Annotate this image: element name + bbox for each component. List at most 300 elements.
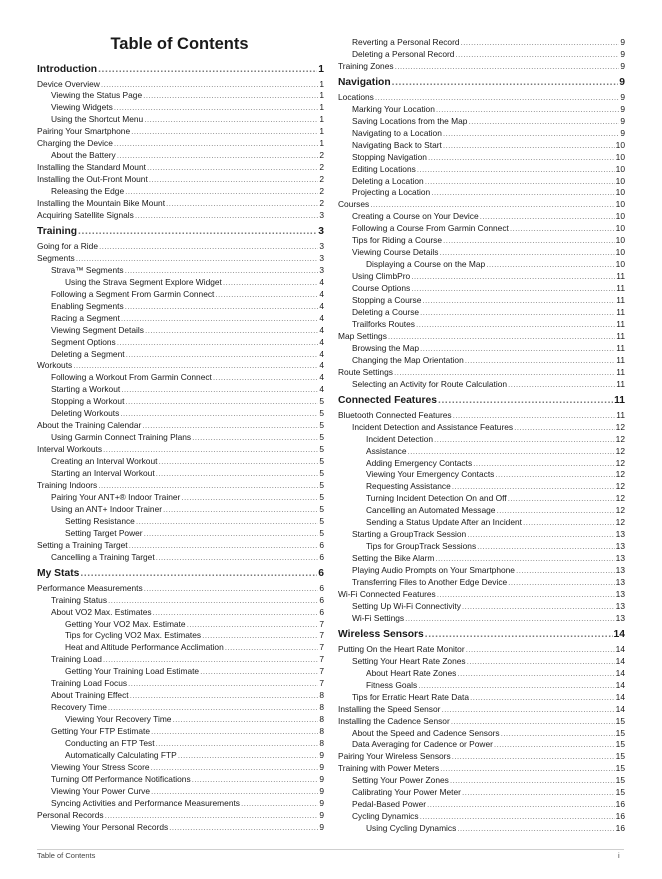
toc-entry-page: 1: [319, 78, 324, 89]
toc-entry[interactable]: [37, 79, 324, 91]
dot-leader: [103, 444, 318, 456]
dot-leader: [149, 174, 319, 186]
toc-entry[interactable]: [37, 666, 324, 678]
toc-entry-page: 2: [319, 186, 324, 197]
toc-entry-page: 16: [615, 811, 625, 822]
toc-entry-page: 2: [319, 150, 324, 161]
dot-leader: [144, 114, 318, 126]
toc-entry-page: 9: [319, 785, 324, 796]
dot-leader: [431, 187, 614, 199]
toc-entry[interactable]: [338, 692, 625, 704]
toc-entry-page: 2: [319, 198, 324, 209]
toc-entry[interactable]: [37, 552, 324, 564]
dot-leader: [420, 307, 615, 319]
toc-entry[interactable]: [338, 458, 625, 470]
toc-entry-title: About VO2 Max. Estimates: [51, 606, 152, 617]
toc-entry-page: 6: [319, 606, 324, 617]
toc-entry[interactable]: [338, 763, 625, 775]
toc-entry-title: About Heart Rate Zones: [366, 667, 457, 678]
page-title: Table of Contents: [110, 35, 249, 53]
toc-entry-title: Reverting a Personal Record: [352, 37, 460, 47]
toc-entry-title: Assistance: [366, 445, 407, 456]
toc-entry[interactable]: [338, 811, 625, 823]
toc-entry-title: Installing the Out-Front Mount: [37, 174, 148, 185]
toc-entry[interactable]: [338, 37, 625, 49]
toc-entry-page: 2: [319, 162, 324, 173]
toc-entry[interactable]: [338, 728, 625, 740]
dot-leader: [514, 422, 615, 434]
dot-leader: [163, 504, 318, 516]
toc-entry[interactable]: [37, 301, 324, 313]
dot-leader: [78, 224, 317, 241]
dot-leader: [156, 738, 319, 750]
toc-entry-title: Setting a Training Target: [37, 539, 128, 550]
toc-entry[interactable]: [338, 668, 625, 680]
toc-entry-title: Tips for Riding a Course: [352, 235, 442, 246]
toc-entry-title: Locations: [338, 91, 374, 102]
dot-leader: [457, 668, 614, 680]
footer-page-number: i: [618, 851, 620, 860]
toc-entry-page: 5: [319, 480, 324, 490]
dot-leader: [129, 540, 319, 552]
toc-entry[interactable]: [37, 738, 324, 750]
toc-entry[interactable]: [338, 787, 625, 799]
toc-entry[interactable]: [37, 150, 324, 162]
toc-entry[interactable]: [37, 726, 324, 738]
toc-entry-page: 5: [319, 432, 324, 443]
toc-chapter-entry[interactable]: [37, 62, 324, 79]
toc-entry-title: Strava™ Segments: [51, 264, 124, 275]
toc-entry[interactable]: [338, 553, 625, 565]
dot-leader: [494, 739, 615, 751]
dot-leader: [130, 690, 319, 702]
dot-leader: [114, 138, 318, 150]
toc-entry-title: Using Cycling Dynamics: [366, 823, 457, 834]
dot-leader: [158, 456, 318, 468]
toc-entry-title: Installing the Mountain Bike Mount: [37, 198, 166, 209]
toc-entry-title: Changing the Map Orientation: [352, 354, 464, 365]
toc-entry-title: Viewing Your Power Curve: [51, 785, 151, 796]
toc-entry[interactable]: [37, 289, 324, 301]
toc-entry-page: 11: [616, 283, 625, 294]
toc-entry-page: 11: [616, 342, 625, 353]
toc-entry[interactable]: [37, 810, 324, 822]
toc-entry[interactable]: [338, 517, 625, 529]
toc-entry[interactable]: [338, 199, 625, 211]
toc-entry[interactable]: [338, 140, 625, 152]
toc-entry-page: 10: [615, 259, 625, 270]
dot-leader: [427, 799, 615, 811]
toc-entry[interactable]: [338, 367, 625, 379]
toc-entry-page: 9: [319, 750, 324, 761]
toc-entry-title: Stopping a Workout: [51, 396, 125, 407]
toc-entry-page: 1: [319, 126, 324, 137]
toc-entry[interactable]: [37, 583, 324, 595]
toc-entry[interactable]: [338, 656, 625, 668]
toc-entry-title: Viewing the Status Page: [51, 90, 143, 101]
dot-leader: [416, 319, 615, 331]
toc-entry[interactable]: [338, 775, 625, 787]
dot-leader: [450, 775, 615, 787]
toc-entry-title: Segments: [37, 252, 75, 263]
toc-entry[interactable]: [37, 102, 324, 114]
toc-entry[interactable]: [37, 241, 324, 253]
toc-entry-title: Fitness Goals: [366, 679, 418, 690]
toc-entry[interactable]: [37, 384, 324, 396]
dot-leader: [420, 343, 615, 355]
toc-entry[interactable]: [37, 138, 324, 150]
toc-entry-title: Deleting a Segment: [51, 348, 125, 359]
toc-entry[interactable]: [37, 198, 324, 210]
toc-entry[interactable]: [37, 607, 324, 619]
toc-entry[interactable]: [37, 420, 324, 432]
toc-entry-page: 8: [319, 738, 324, 749]
dot-leader: [441, 704, 614, 716]
toc-entry[interactable]: [37, 210, 324, 222]
dot-leader: [142, 420, 318, 432]
toc-entry[interactable]: [338, 223, 625, 235]
toc-entry-page: 6: [319, 539, 324, 550]
toc-entry[interactable]: [37, 750, 324, 762]
toc-entry-title: Calibrating Your Power Meter: [352, 787, 461, 798]
toc-entry-page: 4: [319, 300, 324, 311]
toc-entry-page: 14: [615, 643, 625, 654]
toc-entry-page: 9: [620, 127, 625, 138]
toc-entry[interactable]: [37, 396, 324, 408]
dot-leader: [202, 630, 318, 642]
toc-entry-title: Courses: [338, 199, 370, 210]
toc-entry-page: 9: [620, 103, 625, 114]
dot-leader: [121, 384, 318, 396]
toc-entry[interactable]: [37, 325, 324, 337]
dot-leader: [223, 277, 318, 289]
toc-entry[interactable]: [338, 211, 625, 223]
toc-entry[interactable]: [338, 751, 625, 763]
toc-entry[interactable]: [338, 529, 625, 541]
dot-leader: [439, 247, 614, 259]
toc-entry[interactable]: [37, 595, 324, 607]
toc-entry[interactable]: [37, 456, 324, 468]
dot-leader: [103, 654, 318, 666]
toc-entry[interactable]: [37, 714, 324, 726]
toc-chapter-entry[interactable]: [37, 224, 324, 241]
dot-leader: [462, 601, 615, 613]
toc-entry-title: Selecting an Activity for Route Calculation: [352, 378, 508, 389]
toc-entry[interactable]: [37, 786, 324, 798]
toc-entry[interactable]: [37, 349, 324, 361]
toc-entry[interactable]: [37, 504, 324, 516]
toc-entry[interactable]: [338, 434, 625, 446]
toc-entry-title: Using an ANT+ Indoor Trainer: [51, 503, 163, 514]
toc-entry-page: 4: [319, 288, 324, 299]
toc-entry-page: 5: [319, 456, 324, 467]
toc-entry-title: Installing the Standard Mount: [37, 162, 146, 173]
toc-entry[interactable]: [37, 516, 324, 528]
toc-entry-page: 1: [319, 138, 324, 149]
toc-entry[interactable]: [37, 480, 324, 492]
toc-entry-page: 9: [620, 91, 625, 102]
toc-entry[interactable]: [338, 613, 625, 625]
toc-entry[interactable]: [37, 774, 324, 786]
toc-entry[interactable]: [37, 822, 324, 834]
toc-entry[interactable]: [37, 360, 324, 372]
toc-entry[interactable]: [338, 644, 625, 656]
toc-entry-page: 5: [319, 503, 324, 514]
toc-entry[interactable]: [338, 307, 625, 319]
toc-entry-page: 11: [616, 366, 625, 377]
toc-entry-title: Adding Emergency Contacts: [366, 457, 473, 468]
toc-entry-page: 14: [615, 667, 625, 678]
dot-leader: [76, 253, 319, 265]
toc-entry[interactable]: [37, 277, 324, 289]
toc-entry[interactable]: [37, 114, 324, 126]
toc-entry-title: Requesting Assistance: [366, 481, 451, 492]
toc-entry[interactable]: [338, 739, 625, 751]
toc-entry[interactable]: [338, 176, 625, 188]
toc-entry[interactable]: [338, 164, 625, 176]
toc-entry-title: Recovery Time: [51, 702, 107, 713]
toc-entry[interactable]: [37, 337, 324, 349]
toc-entry-page: 13: [615, 529, 625, 540]
toc-entry[interactable]: [338, 493, 625, 505]
toc-entry-page: 3: [319, 209, 324, 220]
toc-entry-page: 1: [319, 114, 324, 125]
toc-entry[interactable]: [338, 716, 625, 728]
toc-entry[interactable]: [37, 690, 324, 702]
toc-entry[interactable]: [338, 704, 625, 716]
toc-entry[interactable]: [37, 540, 324, 552]
toc-entry-title: Tips for Cycling VO2 Max. Estimates: [65, 630, 202, 641]
toc-entry-title: Pedal-Based Power: [352, 799, 427, 810]
dot-leader: [117, 337, 319, 349]
toc-entry-title: Stopping a Course: [352, 295, 422, 306]
dot-leader: [200, 666, 318, 678]
toc-entry[interactable]: [37, 408, 324, 420]
toc-entry[interactable]: [338, 247, 625, 259]
toc-entry[interactable]: [338, 577, 625, 589]
dot-leader: [523, 517, 615, 529]
toc-entry-title: Personal Records: [37, 809, 104, 820]
toc-entry[interactable]: [338, 541, 625, 553]
toc-entry[interactable]: [37, 90, 324, 102]
toc-entry[interactable]: [37, 174, 324, 186]
toc-entry[interactable]: [338, 410, 625, 422]
toc-entry-page: 7: [319, 642, 324, 653]
toc-entry-page: 1: [319, 90, 324, 101]
toc-entry[interactable]: [37, 654, 324, 666]
toc-entry[interactable]: [37, 313, 324, 325]
dot-leader: [131, 126, 318, 138]
toc-entry[interactable]: [37, 678, 324, 690]
toc-entry-page: 15: [615, 763, 625, 774]
dot-leader: [147, 162, 318, 174]
toc-chapter-entry[interactable]: [338, 75, 625, 92]
toc-entry[interactable]: [338, 446, 625, 458]
toc-entry[interactable]: [338, 152, 625, 164]
toc-entry-title: Setting Target Power: [65, 527, 143, 538]
toc-entry[interactable]: [37, 126, 324, 138]
toc-chapter-entry[interactable]: [338, 627, 625, 644]
toc-entry[interactable]: [338, 505, 625, 517]
toc-entry[interactable]: [338, 565, 625, 577]
toc-entry-page: 11: [616, 307, 625, 318]
toc-entry-title: Transferring Files to Another Edge Device: [352, 577, 508, 588]
toc-entry[interactable]: [338, 469, 625, 481]
toc-entry[interactable]: [338, 422, 625, 434]
toc-entry-title: Training Zones: [338, 60, 394, 71]
toc-entry-page: 8: [319, 690, 324, 701]
dot-leader: [125, 186, 318, 198]
toc-entry[interactable]: [338, 379, 625, 391]
toc-entry-title: Displaying a Course on the Map: [366, 259, 486, 270]
toc-entry-title: Using ClimbPro: [352, 271, 411, 282]
toc-entry-page: 9: [319, 797, 324, 808]
toc-entry-page: 3: [319, 264, 324, 275]
toc-entry-page: 11: [616, 330, 625, 341]
dot-leader: [486, 259, 614, 271]
dot-leader: [477, 541, 615, 553]
dot-leader: [436, 104, 619, 116]
toc-entry[interactable]: [338, 104, 625, 116]
toc-entry[interactable]: [338, 355, 625, 367]
toc-entry-title: Acquiring Satellite Signals: [37, 209, 134, 220]
toc-entry-page: 14: [615, 679, 625, 690]
toc-entry[interactable]: [338, 319, 625, 331]
toc-entry-page: 4: [319, 348, 324, 359]
toc-entry[interactable]: [338, 49, 625, 61]
dot-leader: [422, 295, 615, 307]
toc-entry[interactable]: [37, 265, 324, 277]
dot-leader: [434, 434, 615, 446]
toc-entry-title: Turning Incident Detection On and Off: [366, 493, 507, 504]
toc-entry[interactable]: [37, 642, 324, 654]
dot-leader: [411, 271, 615, 283]
toc-entry[interactable]: [37, 528, 324, 540]
toc-entry[interactable]: [37, 702, 324, 714]
toc-entry[interactable]: [338, 259, 625, 271]
toc-entry-page: 8: [319, 702, 324, 713]
toc-entry-title: Creating an Interval Workout: [51, 456, 158, 467]
toc-entry-page: 7: [319, 666, 324, 677]
toc-entry-page: 13: [615, 577, 625, 588]
toc-entry[interactable]: [37, 253, 324, 265]
dot-leader: [392, 75, 619, 92]
toc-entry-title: Creating a Course on Your Device: [352, 211, 479, 222]
toc-entry[interactable]: [338, 116, 625, 128]
toc-entry-title: Tips for GroupTrack Sessions: [366, 541, 477, 552]
dot-leader: [408, 446, 615, 458]
toc-entry[interactable]: [37, 432, 324, 444]
toc-entry-title: Introduction: [37, 64, 98, 75]
toc-chapter-entry[interactable]: [338, 393, 625, 410]
dot-leader: [125, 265, 319, 277]
toc-entry-page: 7: [319, 654, 324, 665]
toc-entry-title: Viewing Your Stress Score: [51, 761, 150, 772]
toc-entry[interactable]: [338, 283, 625, 295]
toc-entry-title: Cancelling a Training Target: [51, 551, 155, 562]
toc-entry-page: 10: [615, 199, 625, 210]
toc-entry[interactable]: [338, 128, 625, 140]
dot-leader: [136, 516, 318, 528]
toc-entry-page: 15: [615, 775, 625, 786]
toc-entry-page: 11: [616, 318, 625, 329]
toc-entry[interactable]: [338, 235, 625, 247]
dot-leader: [166, 198, 318, 210]
toc-entry-title: Training Load Focus: [51, 678, 128, 689]
dot-leader: [105, 810, 319, 822]
toc-entry[interactable]: [338, 799, 625, 811]
toc-entry-page: 13: [615, 600, 625, 611]
toc-entry[interactable]: [37, 492, 324, 504]
toc-entry[interactable]: [338, 601, 625, 613]
toc-entry[interactable]: [338, 271, 625, 283]
toc-entry-title: Stopping Navigation: [352, 151, 427, 162]
toc-entry-title: Following a Course From Garmin Connect: [352, 223, 509, 234]
toc-entry[interactable]: [37, 468, 324, 480]
toc-entry[interactable]: [37, 630, 324, 642]
toc-entry-page: 1: [318, 64, 324, 75]
toc-entry-page: 12: [615, 505, 625, 516]
toc-entry[interactable]: [338, 92, 625, 104]
toc-chapter-entry[interactable]: [37, 566, 324, 583]
toc-entry-page: 5: [319, 444, 324, 455]
toc-entry[interactable]: [338, 481, 625, 493]
toc-entry[interactable]: [338, 343, 625, 355]
toc-entry[interactable]: [37, 444, 324, 456]
toc-entry-title: Viewing Your Personal Records: [51, 821, 169, 832]
dot-leader: [457, 823, 614, 835]
dot-leader: [508, 493, 615, 505]
toc-entry-page: 6: [319, 582, 324, 593]
toc-entry[interactable]: [338, 680, 625, 692]
toc-entry-page: 15: [615, 787, 625, 798]
toc-entry-title: About the Battery: [51, 150, 116, 161]
toc-entry[interactable]: [37, 186, 324, 198]
toc-entry[interactable]: [37, 619, 324, 631]
toc-entry-page: 14: [615, 691, 625, 702]
toc-entry-page: 4: [319, 312, 324, 323]
toc-entry[interactable]: [338, 823, 625, 835]
toc-entry-page: 9: [620, 48, 625, 59]
toc-entry-title: Putting On the Heart Rate Monitor: [338, 643, 465, 654]
dot-leader: [178, 750, 319, 762]
toc-entry-page: 15: [615, 751, 625, 762]
dot-leader: [443, 128, 619, 140]
toc-entry-page: 8: [319, 714, 324, 725]
footer-section-title: Table of Contents: [37, 851, 96, 860]
dot-leader: [468, 116, 619, 128]
toc-entry-title: Sending a Status Update After an Incident: [366, 517, 522, 528]
toc-entry[interactable]: [338, 187, 625, 199]
toc-entry-title: Training with Power Meters: [338, 763, 440, 774]
toc-entry[interactable]: [338, 331, 625, 343]
dot-leader: [125, 396, 318, 408]
toc-entry-title: Trailforks Routes: [352, 318, 415, 329]
toc-entry[interactable]: [37, 762, 324, 774]
toc-entry-page: 11: [616, 378, 625, 389]
dot-leader: [501, 728, 615, 740]
toc-entry[interactable]: [338, 589, 625, 601]
toc-entry[interactable]: [37, 798, 324, 810]
toc-entry-title: Deleting a Course: [352, 307, 420, 318]
dot-leader: [461, 37, 620, 49]
toc-entry[interactable]: [37, 162, 324, 174]
toc-entry-page: 5: [319, 527, 324, 538]
toc-entry[interactable]: [338, 295, 625, 307]
toc-entry-title: Deleting a Personal Record: [352, 48, 455, 59]
toc-entry[interactable]: [338, 61, 625, 73]
toc-entry[interactable]: [37, 372, 324, 384]
